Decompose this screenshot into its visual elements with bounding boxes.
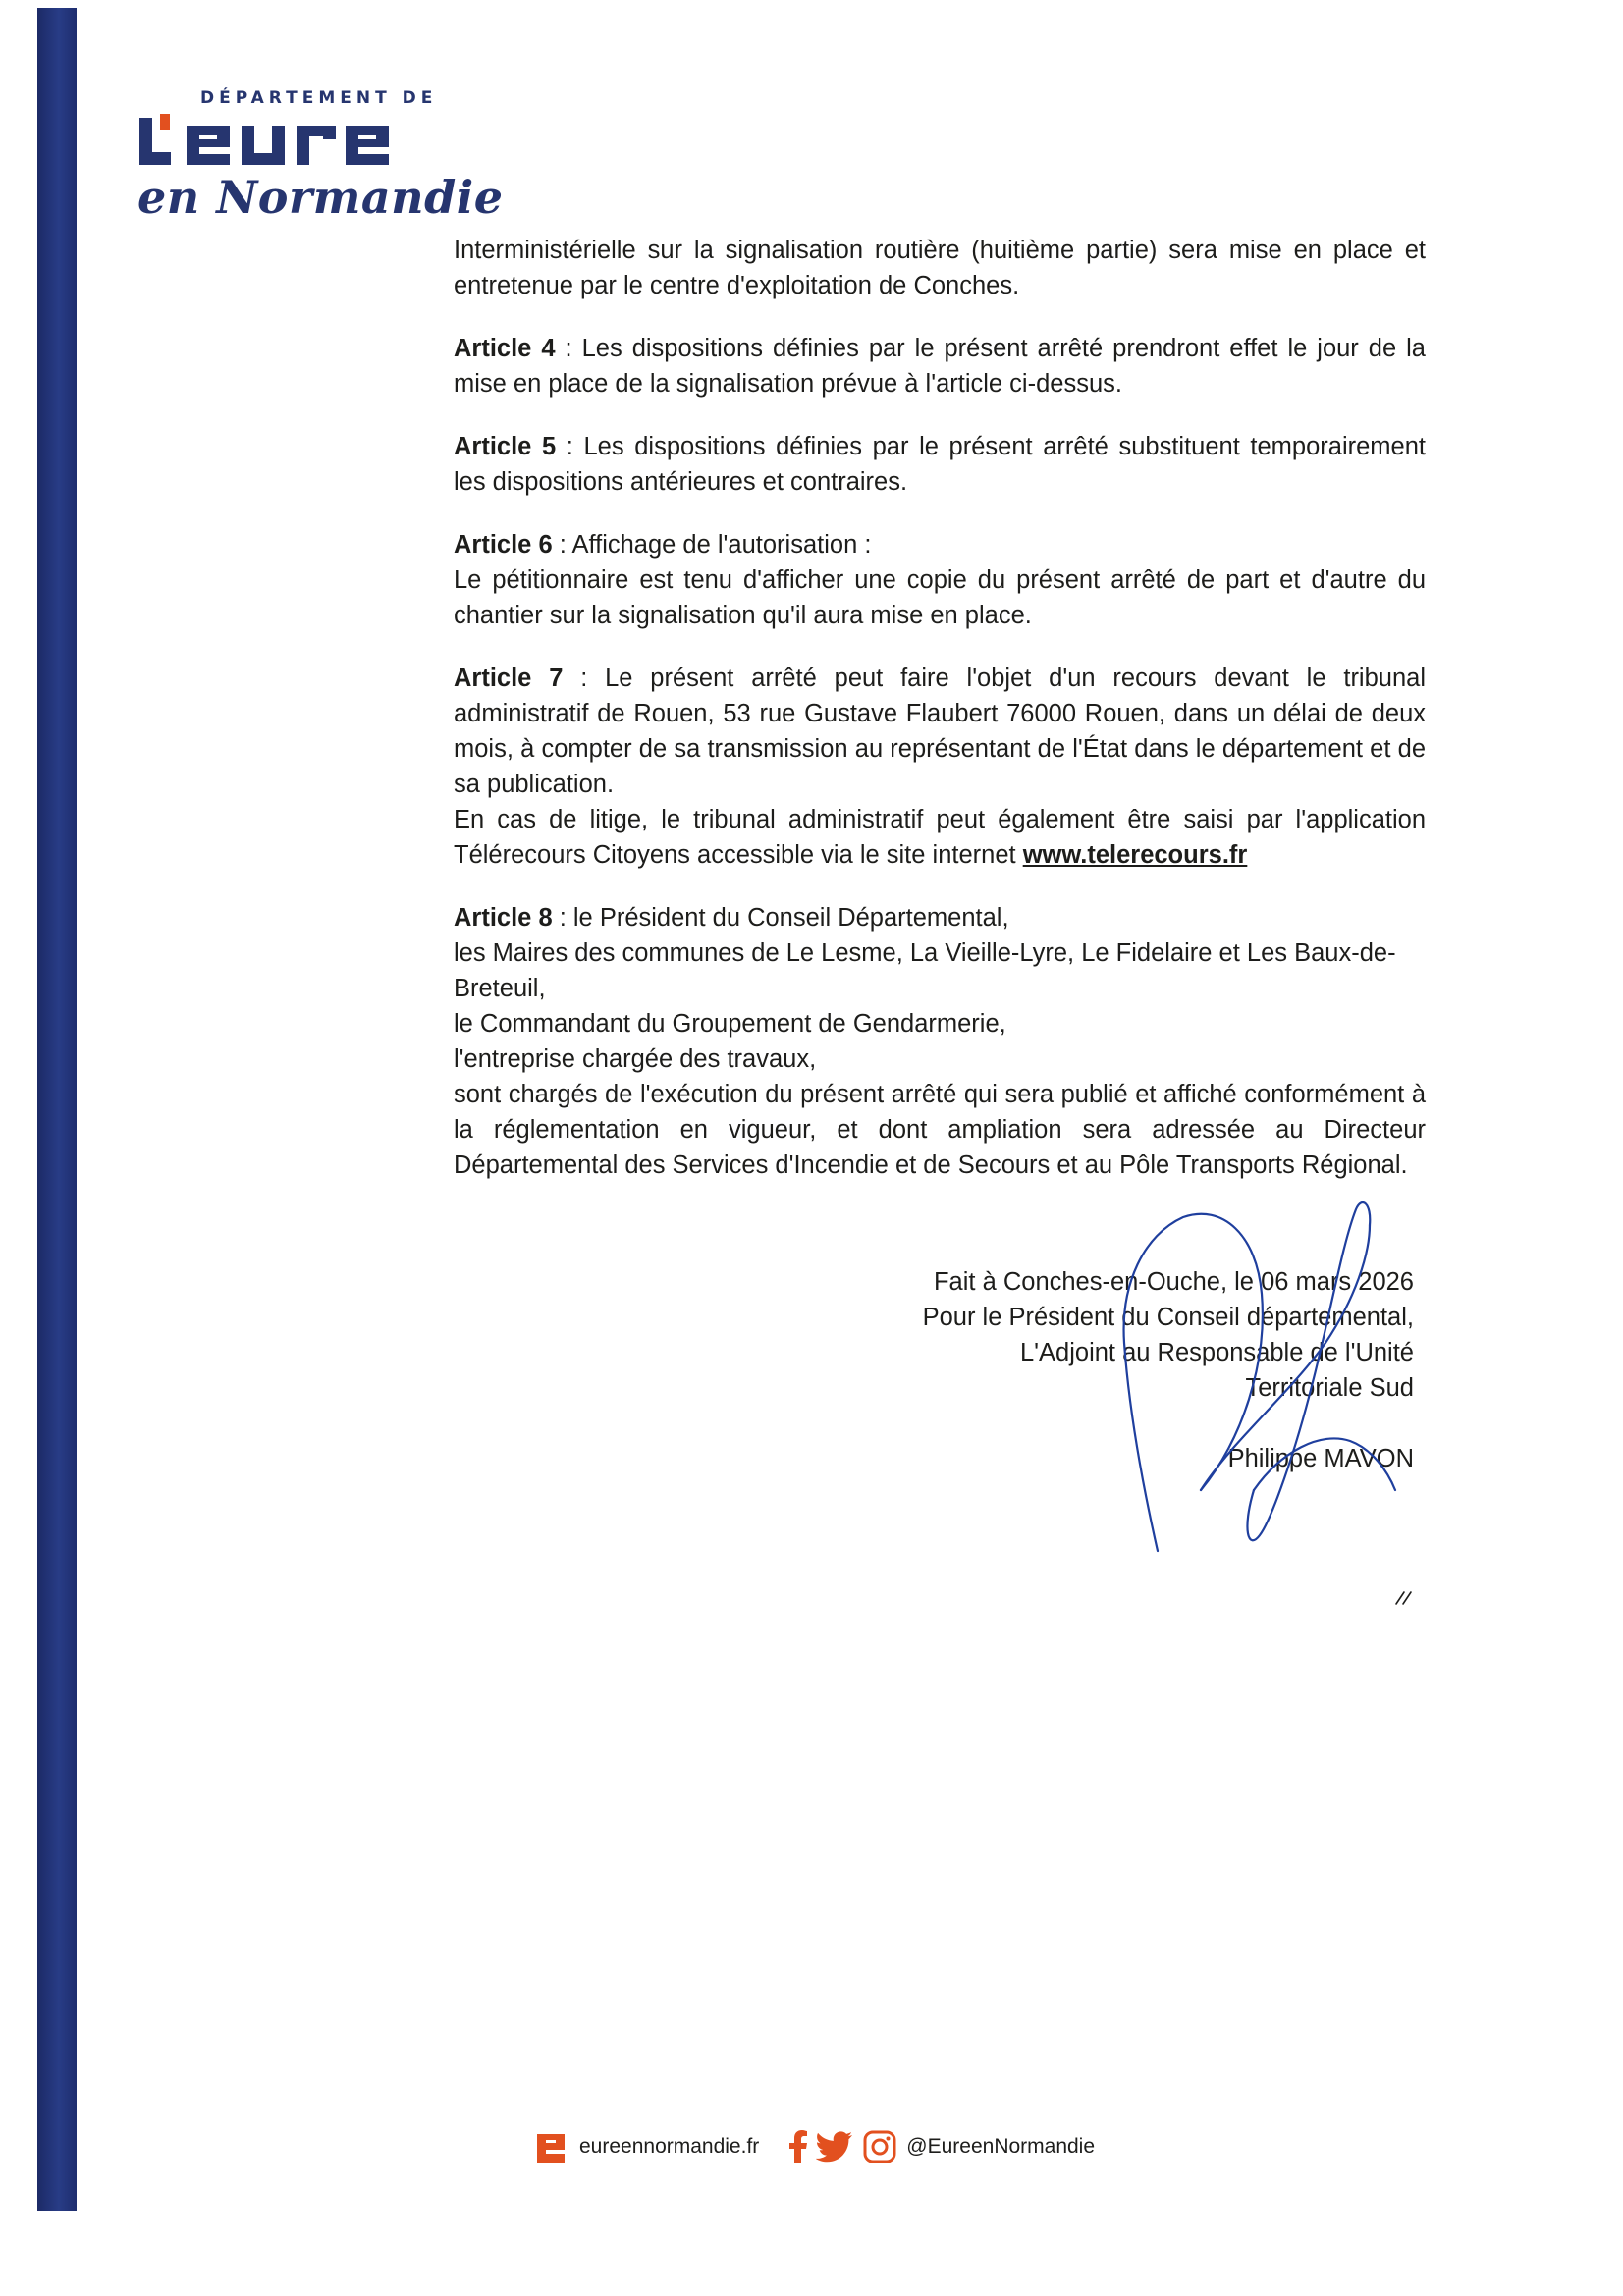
article-6 — [454, 527, 1426, 633]
article-5 — [454, 429, 1426, 500]
for-president: Pour le Président du Conseil départemental, — [922, 1304, 1414, 1331]
article-8-line-3: le Commandant du Groupement de Gendarmerie, — [454, 1010, 1006, 1038]
telerecours-link[interactable]: www.telerecours.fr — [1022, 841, 1248, 869]
article-8-line-4: l'entreprise chargée des travaux, — [454, 1045, 817, 1073]
intro-text: Interministérielle sur la signalisation routière (huitième partie) sera mise en place et entretenue par le centre d'exploitation de Conches. — [454, 237, 1426, 299]
article-4 — [454, 331, 1426, 401]
article-7-label: Article 7 — [454, 665, 564, 692]
logo-region-text: en Normandie — [137, 171, 504, 224]
article-8-line-2: les Maires des communes de Le Lesme, La Vieille-Lyre, Le Fidelaire et Les Baux-de-Breteuil, — [454, 939, 1396, 1002]
footer-social-handle[interactable]: @EureenNormandie — [906, 2135, 1096, 2158]
footer-website[interactable]: eureennormandie.fr — [579, 2135, 760, 2158]
article-6-heading: : Affichage de l'autorisation : — [552, 531, 872, 559]
article-4-text: : Les dispositions définies par le présent arrêté prendront effet le jour de la mise en place de la signalisation prévue à l'article ci-dessus. — [454, 335, 1426, 398]
footer — [536, 2126, 1145, 2167]
article-8-label: Article 8 — [454, 904, 553, 932]
article-7 — [454, 661, 1426, 873]
intro-paragraph — [454, 233, 1426, 303]
handwritten-signature — [1085, 1196, 1399, 1557]
article-7-text-2: En cas de litige, le tribunal administratif peut également être saisi par l'application Télérecours Citoyens accessible via le site internet — [454, 806, 1426, 869]
signatory-role-1: L'Adjoint au Responsable de l'Unité — [1019, 1339, 1414, 1366]
instagram-icon[interactable] — [863, 2130, 896, 2163]
article-5-text: : Les dispositions définies par le présent arrêté substituent temporairement les dispositions antérieures et contraires. — [454, 433, 1426, 496]
article-6-label: Article 6 — [454, 531, 553, 559]
article-8-line-1: : le Président du Conseil Départemental, — [552, 904, 1009, 932]
twitter-icon[interactable] — [816, 2131, 853, 2163]
article-5-label: Article 5 — [454, 433, 557, 460]
signatory-name: Philippe MAVON — [1227, 1445, 1414, 1472]
handwritten-mark — [1392, 1582, 1416, 1606]
article-8 — [454, 900, 1426, 1183]
article-4-label: Article 4 — [454, 335, 556, 362]
department-logo — [135, 86, 504, 224]
logo-department-text: DÉPARTEMENT DE — [200, 88, 438, 108]
sidebar-accent-bar — [37, 8, 77, 2211]
eure-logo-icon — [536, 2130, 566, 2163]
signatory-role-2: Territoriale Sud — [1245, 1374, 1414, 1402]
document-body — [454, 233, 1426, 1210]
article-6-text: Le pétitionnaire est tenu d'afficher une copie du présent arrêté de part et d'autre du chantier sur la signalisation qu'il aura mise en place. — [454, 566, 1426, 629]
logo-eure-wordmark — [135, 112, 430, 171]
article-7-text: : Le présent arrêté peut faire l'objet d'un recours devant le tribunal administratif de Rouen, 53 rue Gustave Flaubert 76000 Rouen, dans un délai de deux mois, à compter de sa transmission au représentant de l'État dans le département et de sa publication. — [454, 665, 1426, 798]
facebook-icon[interactable] — [788, 2130, 808, 2163]
article-8-line-5: sont chargés de l'exécution du présent arrêté qui sera publié et affiché conformément à la réglementation en vigueur, et dont ampliation sera adressée au Directeur Départemental des Services d'Incendie et de Secours et au Pôle Transports Régional. — [454, 1081, 1426, 1179]
logo-name-text: L'EURE — [135, 112, 139, 113]
place-date: Fait à Conches-en-Ouche, le 06 mars 2026 — [933, 1268, 1414, 1296]
